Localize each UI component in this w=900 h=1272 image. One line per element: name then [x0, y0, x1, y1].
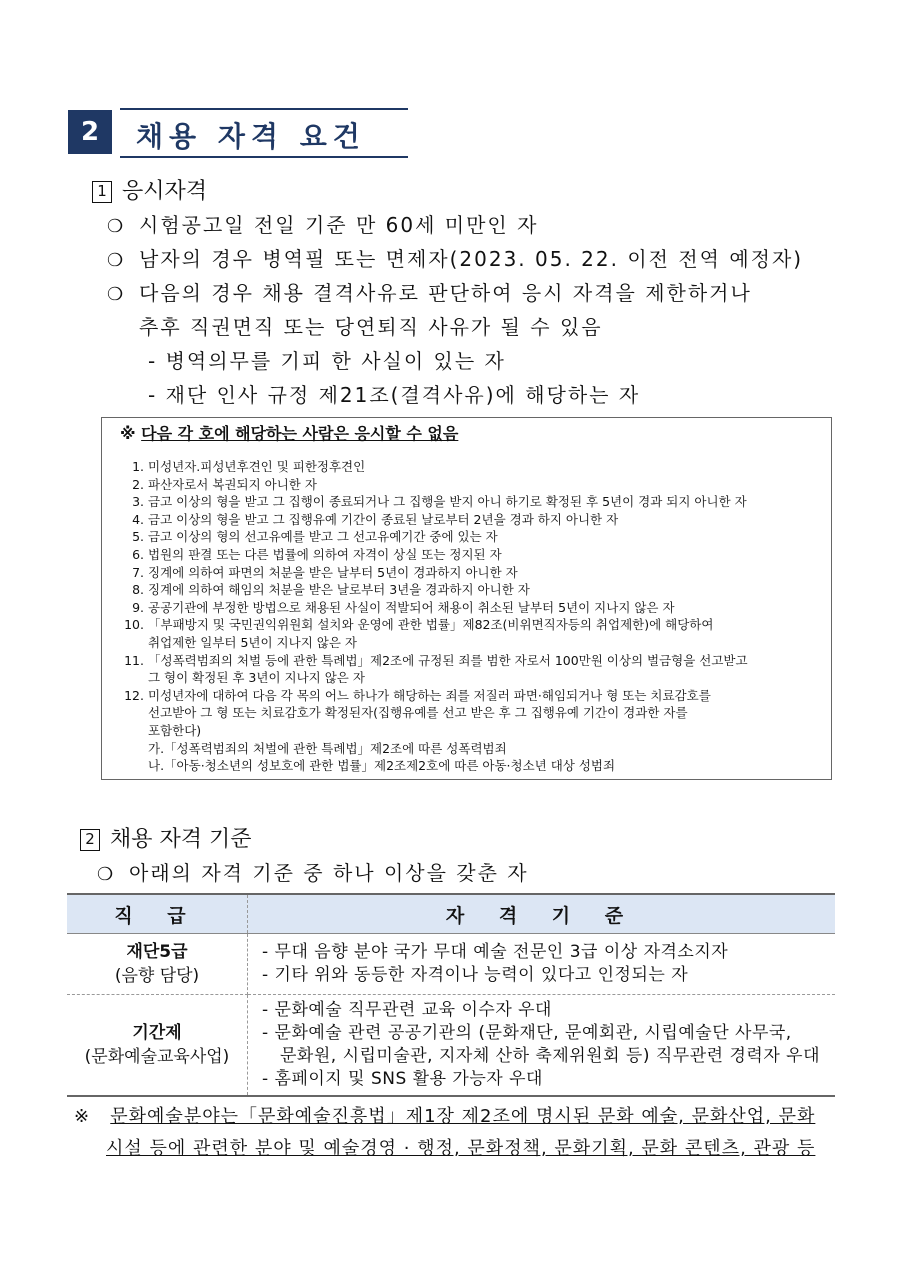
item-number: 12.	[124, 687, 144, 703]
item-text: 포함한다)	[148, 722, 202, 738]
criteria-line: - 문화예술 관련 공공기관의 (문화재단, 문예회관, 시립예술단 사무국,	[262, 1023, 792, 1043]
disqualification-item	[124, 616, 748, 634]
section-title: 채용 자격 요건	[136, 120, 366, 153]
item-text: 미성년자.피성년후견인 및 피한정후견인	[148, 459, 366, 474]
grade-subtitle: (문화예술교육사업)	[84, 1047, 230, 1067]
item-text: 파산자로서 복권되지 아니한 자	[148, 476, 317, 492]
criteria-line: - 무대 음향 분야 국가 무대 예술 전문인 3급 이상 자격소지자	[262, 942, 729, 962]
disqualification-item	[124, 546, 748, 564]
disqualification-notice-box	[101, 417, 832, 780]
disqualification-item	[124, 511, 748, 529]
part2-title: 채용 자격 기준	[110, 827, 252, 852]
header-criteria: 자 격 기 준	[248, 894, 836, 934]
part1-number: 1	[92, 181, 112, 203]
grade-cell	[67, 995, 248, 1097]
item-text: 금고 이상의 형을 받고 그 집행유예 기간이 종료된 날로부터 2년을 경과 하지 아니한 자	[148, 511, 619, 527]
notice-title: 다음 각 호에 해당하는 사람은 응시할 수 없음	[141, 424, 459, 443]
criteria-cell	[248, 995, 836, 1097]
item-number: 7.	[132, 564, 144, 580]
item-text: 법원의 판결 또는 다른 법률에 의하여 자격이 상실 또는 정지된 자	[148, 546, 502, 562]
footnote-line1	[74, 1101, 815, 1133]
item-number: 10.	[124, 617, 144, 633]
item-text: 「성폭력범죄의 처벌 등에 관한 특례법」제2조에 규정된 죄를 범한 자로서 100만원 이상의 벌금형을 선고받고	[148, 652, 748, 668]
part2-intro: ❍ 아래의 자격 기준 중 하나 이상을 갖춘 자	[97, 861, 529, 885]
grade-subtitle: (음향 담당)	[114, 966, 200, 986]
qualification-item: ❍ 다음의 경우 채용 결격사유로 판단하여 응시 자격을 제한하거나	[107, 281, 752, 305]
item-text: 미성년자에 대하여 다음 각 목의 어느 하나가 해당하는 죄를 저질러 파면·해임되거나 형 또는 치료감호를	[148, 687, 711, 703]
criteria-line: - 기타 위와 동등한 자격이나 능력이 있다고 인정되는 자	[262, 965, 689, 985]
disqualification-item	[124, 704, 748, 722]
table-header-row	[67, 894, 835, 934]
circle-bullet-icon: ❍	[107, 284, 126, 305]
table-row	[67, 995, 835, 1097]
item-text: 나.「아동·청소년의 성보호에 관한 법률」제2조제2호에 따른 아동·청소년 대상 성범죄	[148, 758, 616, 774]
item-number: 5.	[132, 529, 144, 545]
footnote-line2	[106, 1133, 815, 1165]
disqualification-item	[124, 599, 748, 617]
footnote-text: 문화예술분야는「문화예술진흥법」제1장 제2조에 명시된 문화 예술, 문화산업, 문화	[110, 1106, 816, 1127]
item-text: 가.「성폭력범죄의 처벌에 관한 특례법」제2조에 따른 성폭력범죄	[148, 740, 507, 756]
part1-title: 응시자격	[122, 179, 208, 204]
disqualification-item	[124, 493, 748, 511]
header-grade: 직 급	[67, 894, 248, 934]
disqualification-item	[124, 476, 748, 494]
disqualification-item	[124, 564, 748, 582]
circle-bullet-icon: ❍	[97, 864, 116, 885]
disqualification-list	[124, 458, 748, 775]
disqualification-item	[124, 652, 748, 670]
reference-mark-icon: ※	[120, 424, 136, 443]
item-number: 11.	[124, 652, 144, 668]
section-title-box	[120, 108, 408, 158]
footnote-text: 시설 등에 관련한 분야 및 예술경영 · 행정, 문화정책, 문화기획, 문화 콘텐츠, 관광 등	[106, 1138, 816, 1159]
item-number: 1.	[132, 459, 144, 474]
reference-mark-icon: ※	[74, 1106, 91, 1127]
item-text: 금고 이상의 형의 선고유예를 받고 그 선고유예기간 중에 있는 자	[148, 529, 498, 545]
disqualification-item	[124, 669, 748, 687]
item-number: 8.	[132, 582, 144, 598]
item-text: 「부패방지 및 국민권익위원회 설치와 운영에 관한 법률」제82조(비위면직자등의 취업제한)에 해당하여	[148, 617, 714, 633]
disqualification-item	[124, 634, 748, 652]
item-text: 공공기관에 부정한 방법으로 채용된 사실이 적발되어 채용이 취소된 날부터 5년이 지나지 않은 자	[148, 599, 675, 615]
criteria-line: - 문화예술 직무관련 교육 이수자 우대	[262, 1000, 552, 1020]
item-text: 그 형이 확정된 후 3년이 지나지 않은 자	[148, 670, 365, 686]
disqualification-item	[124, 528, 748, 546]
qualification-item-continued: 추후 직권면직 또는 당연퇴직 사유가 될 수 있음	[139, 315, 603, 339]
disqualification-item	[124, 740, 748, 758]
item-number: 2.	[132, 476, 144, 492]
item-text: 징계에 의하여 파면의 처분을 받은 날부터 5년이 경과하지 아니한 자	[148, 564, 518, 580]
qualification-table	[67, 893, 835, 1097]
criteria-cell	[248, 934, 836, 995]
qualification-item: ❍ 남자의 경우 병역필 또는 면제자(2023. 05. 22. 이전 전역 예정자)	[107, 247, 804, 271]
item-number: 9.	[132, 599, 144, 615]
item-text: 취업제한 일부터 5년이 지나지 않은 자	[148, 634, 357, 650]
qualification-subitem: - 병역의무를 기피 한 사실이 있는 자	[148, 349, 506, 373]
disqualification-item	[124, 458, 748, 476]
notice-heading	[120, 421, 458, 444]
section-number: 2	[68, 110, 112, 154]
item-number: 3.	[132, 494, 144, 510]
disqualification-item	[124, 757, 748, 775]
disqualification-item	[124, 722, 748, 740]
qualification-subitem: - 재단 인사 규정 제21조(결격사유)에 해당하는 자	[148, 383, 641, 407]
item-text: 징계에 의하여 해임의 처분을 받은 날로부터 3년을 경과하지 아니한 자	[148, 582, 530, 598]
item-text: 선고받아 그 형 또는 치료감호가 확정된자(집행유예를 선고 받은 후 그 집행유예 기간이 경과한 자를	[148, 705, 688, 721]
part1-heading	[92, 174, 207, 205]
grade-name: 재단5급	[126, 942, 188, 962]
criteria-line: - 홈페이지 및 SNS 활용 가능자 우대	[262, 1069, 543, 1089]
disqualification-item	[124, 581, 748, 599]
part2-number: 2	[80, 829, 100, 851]
item-text: 금고 이상의 형을 받고 그 집행이 종료되거나 그 집행을 받지 아니 하기로 확정된 후 5년이 경과 되지 아니한 자	[148, 494, 747, 510]
grade-name: 기간제	[132, 1023, 182, 1043]
item-number: 6.	[132, 546, 144, 562]
grade-cell	[67, 934, 248, 995]
part2-heading	[80, 822, 252, 853]
qualification-item: ❍ 시험공고일 전일 기준 만 60세 미만인 자	[107, 213, 539, 237]
item-number: 4.	[132, 511, 144, 527]
disqualification-item	[124, 687, 748, 705]
circle-bullet-icon: ❍	[107, 216, 126, 237]
criteria-line: 문화원, 시립미술관, 지자체 산하 축제위원회 등) 직무관련 경력자 우대	[280, 1046, 820, 1066]
circle-bullet-icon: ❍	[107, 250, 126, 271]
table-row	[67, 934, 835, 995]
